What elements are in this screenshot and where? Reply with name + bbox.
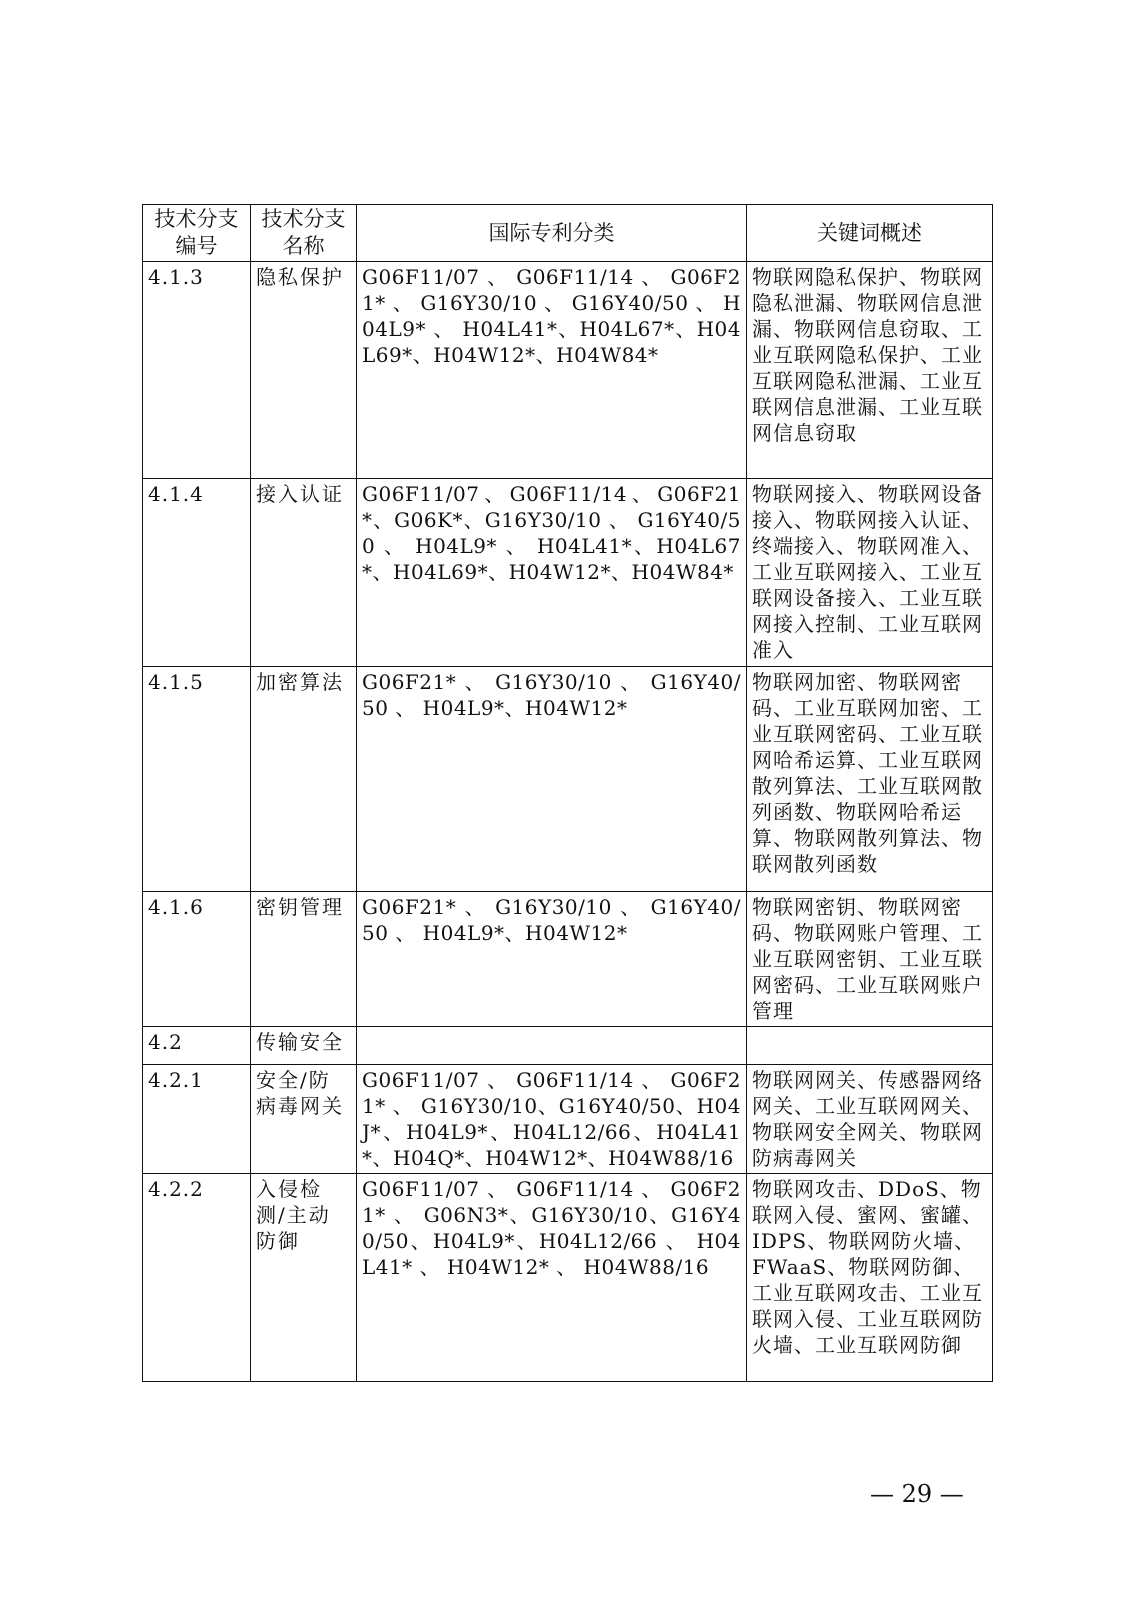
keywords: 物联网密钥、物联网密码、物联网账户管理、工业互联网密钥、工业互联网密码、工业互联网账户管理 xyxy=(747,892,993,1027)
ipc-codes: G06F11/07 、 G06F11/14 、 G06F21* 、 G16Y30/10 、 G16Y40/50 、 H04L9* 、 H04L41*、H04L67*、H04L69*、H04W12*、H04W84* xyxy=(357,262,747,479)
table-row xyxy=(143,1065,993,1174)
ipc-codes: G06F21* 、 G16Y30/10 、 G16Y40/50 、 H04L9*、H04W12* xyxy=(357,892,747,1027)
branch-code: 4.2.2 xyxy=(143,1174,251,1382)
keywords xyxy=(747,1027,993,1065)
header-line: 技术分支 xyxy=(154,207,239,231)
header-keywords: 关键词概述 xyxy=(747,205,993,262)
keywords: 物联网网关、传感器网络网关、工业互联网网关、物联网安全网关、物联网防病毒网关 xyxy=(747,1065,993,1174)
header-branch-name xyxy=(251,205,357,262)
ipc-codes: G06F11/07、G06F11/14、G06F21*、G06K*、G16Y30/10 、 G16Y40/50 、 H04L9* 、 H04L41*、H04L67*、H04L69*、H04W12*、H04W84* xyxy=(357,479,747,667)
table-row xyxy=(143,892,993,1027)
header-line: 技术分支 xyxy=(261,207,346,231)
branch-name: 入侵检测/主动防御 xyxy=(251,1174,357,1382)
branch-name: 加密算法 xyxy=(251,667,357,892)
ipc-codes: G06F21* 、 G16Y30/10 、 G16Y40/50 、 H04L9*、H04W12* xyxy=(357,667,747,892)
table-row xyxy=(143,1174,993,1382)
ipc-codes: G06F11/07 、 G06F11/14 、 G06F21* 、 G16Y30/10、G16Y40/50、H04J*、H04L9*、H04L12/66、H04L41*、H04Q*、H04W12*、H04W88/16 xyxy=(357,1065,747,1174)
table-row xyxy=(143,667,993,892)
branch-code: 4.1.6 xyxy=(143,892,251,1027)
page-number: — 29 — xyxy=(870,1480,964,1508)
header-branch-code xyxy=(143,205,251,262)
branch-name: 密钥管理 xyxy=(251,892,357,1027)
branch-name: 传输安全 xyxy=(251,1027,357,1065)
branch-code: 4.2 xyxy=(143,1027,251,1065)
table-row xyxy=(143,1027,993,1065)
ipc-codes: G06F11/07 、 G06F11/14 、 G06F21* 、 G06N3*、G16Y30/10、G16Y40/50、H04L9*、H04L12/66 、 H04L41* 、 H04W12* 、 H04W88/16 xyxy=(357,1174,747,1382)
branch-code: 4.1.5 xyxy=(143,667,251,892)
ipc-codes xyxy=(357,1027,747,1065)
table-row xyxy=(143,479,993,667)
patent-classification-table xyxy=(142,204,993,1382)
keywords: 物联网加密、物联网密码、工业互联网加密、工业互联网密码、工业互联网哈希运算、工业互联网散列算法、工业互联网散列函数、物联网哈希运算、物联网散列算法、物联网散列函数 xyxy=(747,667,993,892)
branch-name: 安全/防病毒网关 xyxy=(251,1065,357,1174)
branch-name: 隐私保护 xyxy=(251,262,357,479)
branch-code: 4.1.4 xyxy=(143,479,251,667)
keywords: 物联网接入、物联网设备接入、物联网接入认证、终端接入、物联网准入、工业互联网接入、工业互联网设备接入、工业互联网接入控制、工业互联网准入 xyxy=(747,479,993,667)
table-header-row xyxy=(143,205,993,262)
header-line: 名称 xyxy=(282,234,325,258)
branch-code: 4.1.3 xyxy=(143,262,251,479)
header-line: 编号 xyxy=(175,234,218,258)
header-ipc: 国际专利分类 xyxy=(357,205,747,262)
keywords: 物联网隐私保护、物联网隐私泄漏、物联网信息泄漏、物联网信息窃取、工业互联网隐私保护、工业互联网隐私泄漏、工业互联网信息泄漏、工业互联网信息窃取 xyxy=(747,262,993,479)
keywords: 物联网攻击、DDoS、物联网入侵、蜜网、蜜罐、IDPS、物联网防火墙、FWaaS、物联网防御、工业互联网攻击、工业互联网入侵、工业互联网防火墙、工业互联网防御 xyxy=(747,1174,993,1382)
branch-code: 4.2.1 xyxy=(143,1065,251,1174)
branch-name: 接入认证 xyxy=(251,479,357,667)
table-row xyxy=(143,262,993,479)
